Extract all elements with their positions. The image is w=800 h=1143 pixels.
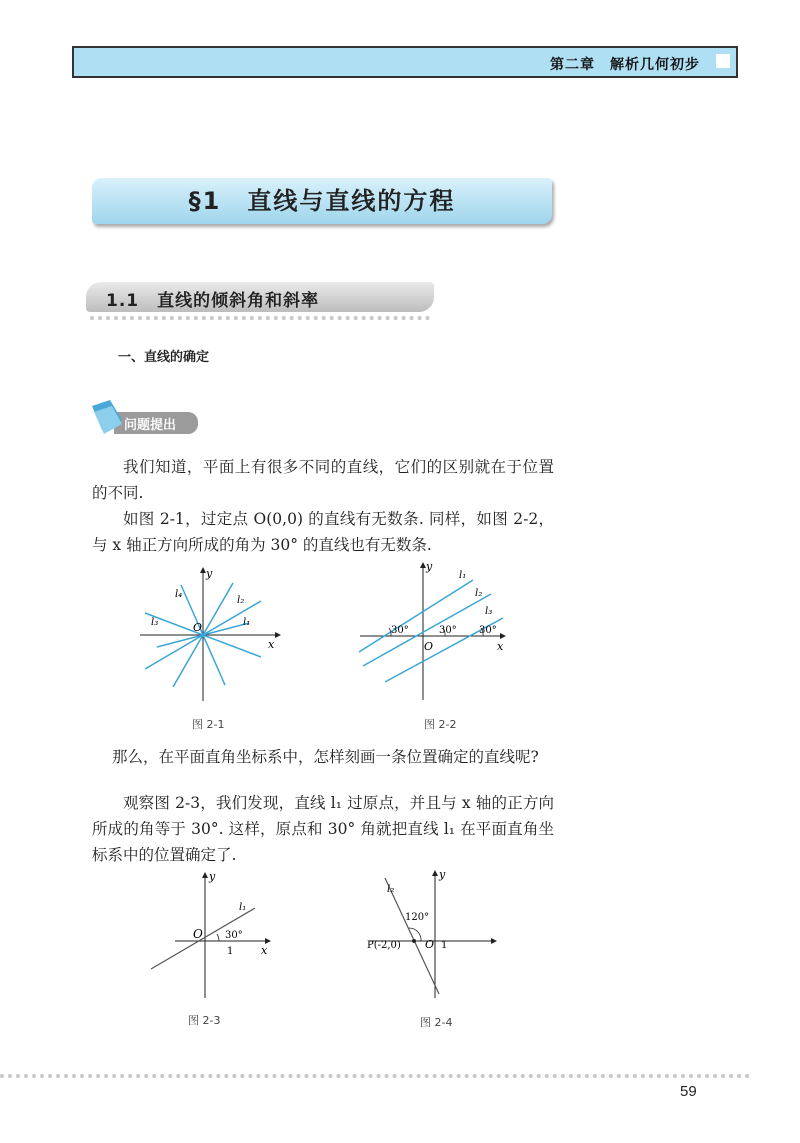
l2-label: l₂ xyxy=(237,595,245,606)
tick-one-label: 1 xyxy=(227,946,234,957)
figure-2-1-caption: 图 2-1 xyxy=(192,718,225,731)
y-label: y xyxy=(439,868,446,881)
corner-square-icon xyxy=(716,54,730,68)
x-label: x xyxy=(261,944,268,957)
angle-label-2: 30° xyxy=(439,625,457,636)
book-icon xyxy=(88,400,128,436)
l4-label: l₄ xyxy=(175,589,183,600)
paragraph-2 xyxy=(92,506,554,558)
origin-label: O xyxy=(425,938,435,951)
figure-2-1 xyxy=(135,565,285,705)
l2-label: l₂ xyxy=(387,884,395,895)
subsection-banner xyxy=(86,282,434,312)
footer-dotted-divider xyxy=(0,1074,750,1078)
y-axis-arrow-icon xyxy=(432,870,438,876)
angle-label-3: 30° xyxy=(479,625,497,636)
l1-label: l₁ xyxy=(239,902,247,913)
y-label: y xyxy=(209,870,216,883)
x-axis-arrow-icon xyxy=(491,938,497,944)
figure-2-2-caption: 图 2-2 xyxy=(424,718,457,731)
l3-label: l₃ xyxy=(151,617,159,628)
question-tag-label: 问题提出 xyxy=(124,418,177,433)
subheading: 一、直线的确定 xyxy=(118,350,210,365)
line-l2 xyxy=(385,878,439,994)
figure-2-3-caption: 图 2-3 xyxy=(188,1014,221,1027)
paragraph-2-text: 如图 2-1，过定点 O(0,0) 的直线有无数条. 同样，如图 2-2，与 x 轴正方向所成的角为 30° 的直线也有无数条. xyxy=(92,510,554,554)
y-label: y xyxy=(206,567,213,580)
subsection-title: 1.1 直线的倾斜角和斜率 xyxy=(106,291,320,311)
section-banner xyxy=(92,178,552,224)
paragraph-1-text: 我们知道，平面上有很多不同的直线，它们的区别就在于位置的不同. xyxy=(92,458,554,502)
point-p xyxy=(412,939,416,943)
y-axis-arrow-icon xyxy=(202,872,208,878)
l3-label: l₃ xyxy=(485,606,493,617)
angle-label: 30° xyxy=(225,930,243,941)
angle-label: 120° xyxy=(405,912,430,923)
paragraph-4-text: 观察图 2-3，我们发现，直线 l₁ 过原点，并且与 x 轴的正方向所成的角等于 30°. 这样，原点和 30° 角就把直线 l₁ 在平面直角坐标系中的位置确定了. xyxy=(92,794,554,864)
x-label: x xyxy=(497,640,504,653)
question-tag xyxy=(88,400,200,434)
chapter-title: 第二章 解析几何初步 xyxy=(550,57,700,73)
origin-label: O xyxy=(193,927,203,941)
origin-label: O xyxy=(424,640,434,653)
paragraph-3 xyxy=(112,744,572,770)
point-p-label: P(-2,0) xyxy=(367,940,401,951)
figure-2-2 xyxy=(355,558,515,703)
x-axis-arrow-icon xyxy=(275,632,281,638)
dotted-divider xyxy=(90,316,430,320)
l1-label: l₁ xyxy=(243,617,251,628)
origin-label: O xyxy=(193,621,203,634)
parallel-line-1 xyxy=(359,580,473,652)
section-title: §1 直线与直线的方程 xyxy=(188,187,456,215)
figure-2-3 xyxy=(145,866,280,1001)
angle-label-1: 30° xyxy=(391,625,409,636)
x-axis-arrow-icon xyxy=(500,633,506,639)
paragraph-3-text: 那么，在平面直角坐标系中，怎样刻画一条位置确定的直线呢? xyxy=(112,748,539,766)
page-number: 59 xyxy=(680,1083,697,1100)
chapter-header-bar xyxy=(72,46,738,78)
tick-one-label: 1 xyxy=(441,940,448,951)
paragraph-1 xyxy=(92,454,554,506)
figure-2-4-caption: 图 2-4 xyxy=(420,1016,453,1029)
figure-2-4 xyxy=(365,866,505,1006)
y-label: y xyxy=(426,560,433,573)
l2-label: l₂ xyxy=(475,588,483,599)
l1-label: l₁ xyxy=(459,570,467,581)
x-label: x xyxy=(268,638,275,651)
paragraph-4 xyxy=(92,790,554,868)
parallel-line-2 xyxy=(363,594,491,666)
